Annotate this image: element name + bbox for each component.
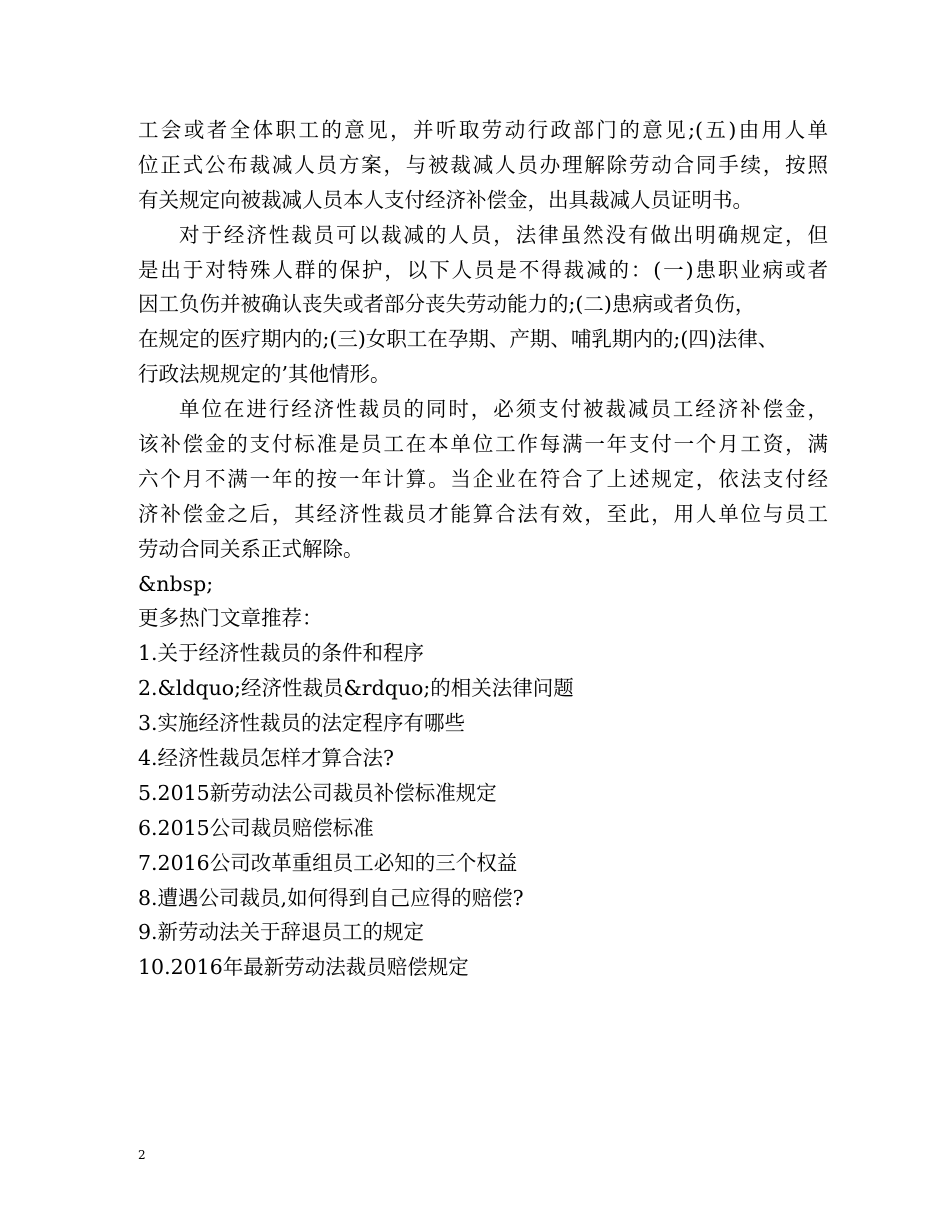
text-line: 六个月不满一年的按一年计算。当企业在符合了上述规定，依法支付经 bbox=[138, 466, 828, 491]
recommended-articles-list bbox=[138, 636, 828, 985]
text-line: 工会或者全体职工的意见，并听取劳动行政部门的意见;(五)由用人单 bbox=[138, 118, 828, 142]
text-line: 劳动合同关系正式解除。 bbox=[138, 536, 364, 561]
article-link[interactable]: 5.2015新劳动法公司裁员补偿标准规定 bbox=[138, 780, 497, 805]
article-link[interactable]: 8.遭遇公司裁员,如何得到自己应得的赔偿? bbox=[138, 885, 524, 910]
paragraph-compensation bbox=[138, 392, 828, 566]
article-link[interactable]: 10.2016年最新劳动法裁员赔偿规定 bbox=[138, 955, 469, 980]
more-articles-heading: 更多热门文章推荐： bbox=[138, 606, 323, 631]
text-line: 因工负伤并被确认丧失或者部分丧失劳动能力的;(二)患病或者负伤， bbox=[138, 292, 756, 317]
text-line: 位正式公布裁减人员方案，与被裁减人员办理解除劳动合同手续，按照 bbox=[138, 152, 828, 177]
article-link[interactable]: 7.2016公司改革重组员工必知的三个权益 bbox=[138, 850, 518, 875]
article-link[interactable]: 1.关于经济性裁员的条件和程序 bbox=[138, 641, 425, 666]
article-link[interactable]: 2.&ldquo;经济性裁员&rdquo;的相关法律问题 bbox=[138, 676, 574, 701]
text-line: 有关规定向被裁减人员本人支付经济补偿金，出具裁减人员证明书。 bbox=[138, 187, 753, 212]
nbsp-text: &nbsp; bbox=[138, 571, 214, 596]
article-link[interactable]: 9.新劳动法关于辞退员工的规定 bbox=[138, 920, 425, 945]
page-number: 2 bbox=[138, 1148, 146, 1162]
paragraph-layoff-procedure bbox=[138, 113, 828, 218]
text-line: 在规定的医疗期内的;(三)女职工在孕期、产期、哺乳期内的;(四)法律、 bbox=[138, 327, 779, 352]
text-line: 单位在进行经济性裁员的同时，必须支付被裁减员工经济补偿金， bbox=[179, 397, 828, 422]
text-line: 济补偿金之后，其经济性裁员才能算合法有效，至此，用人单位与员工 bbox=[138, 501, 828, 526]
paragraph-protected-persons bbox=[138, 218, 828, 392]
text-line: 是出于对特殊人群的保护，以下人员是不得裁减的：(一)患职业病或者 bbox=[138, 257, 828, 282]
text-line: 该补偿金的支付标准是员工在本单位工作每满一年支付一个月工资，满 bbox=[138, 432, 828, 457]
article-link[interactable]: 6.2015公司裁员赔偿标准 bbox=[138, 815, 374, 840]
article-link[interactable]: 4.经济性裁员怎样才算合法? bbox=[138, 746, 395, 771]
article-link[interactable]: 3.实施经济性裁员的法定程序有哪些 bbox=[138, 711, 466, 736]
text-line: 行政法规规定的’其他情形。 bbox=[138, 362, 391, 387]
document-body bbox=[138, 113, 828, 985]
text-line: 对于经济性裁员可以裁减的人员，法律虽然没有做出明确规定，但 bbox=[179, 222, 828, 247]
